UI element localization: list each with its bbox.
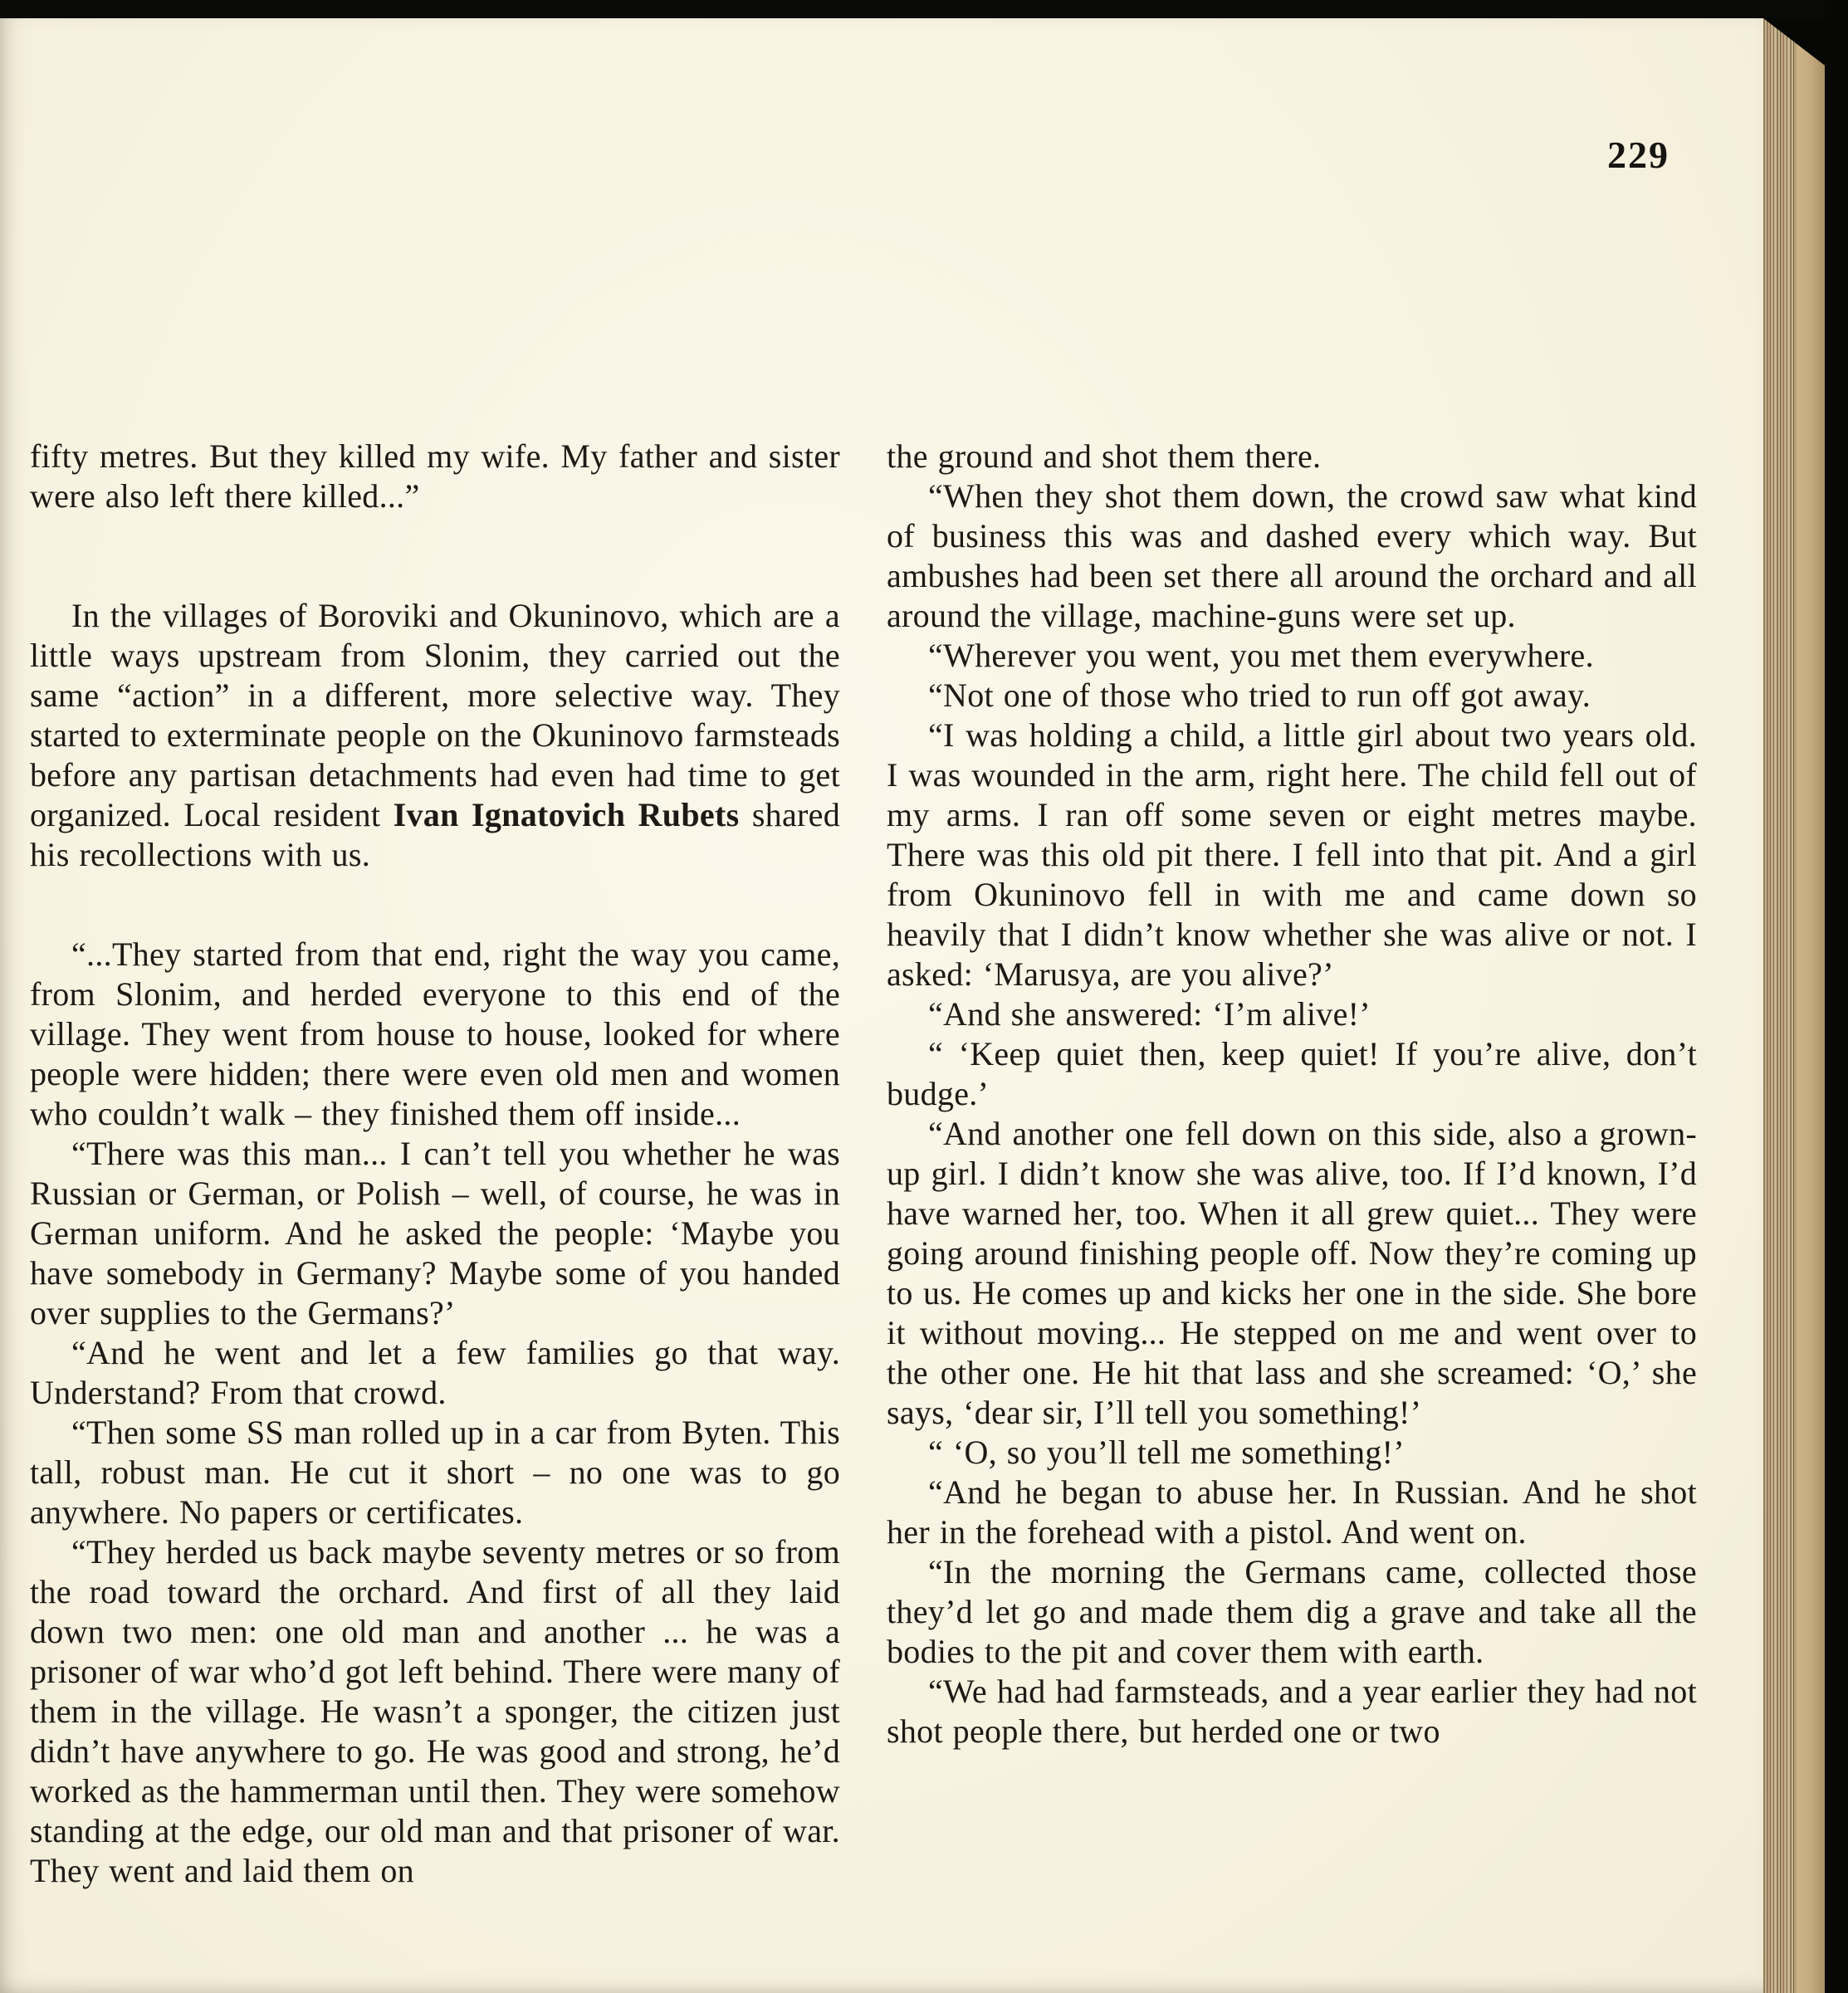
page-number: 229 <box>1607 134 1670 176</box>
paragraph: “ ‘Keep quiet then, keep quiet! If you’re alive, don’t budge.’ <box>887 1035 1697 1112</box>
paragraph: “And she answered: ‘I’m alive!’ <box>928 995 1371 1033</box>
paragraph: “And he began to abuse her. In Russian. And he shot her in the forehead with a pistol. And went on. <box>887 1473 1697 1551</box>
right-column <box>887 437 1697 1891</box>
paragraph: “Then some SS man rolled up in a car from Byten. This tall, robust man. He cut it short – no one was to go anywhere. No papers or certificates. <box>30 1414 840 1531</box>
paragraph: the ground and shot them there. <box>887 437 1322 475</box>
scan-background-right <box>1825 0 1848 1993</box>
paragraph: “There was this man... I can’t tell you whether he was Russian or German, or Polish – well, of course, he was in German uniform. And he asked the people: ‘Maybe you have somebody in Germany? Maybe some of you handed over supplies to the Germans?’ <box>30 1135 840 1331</box>
paragraph: “...They started from that end, right the way you came, from Slonim, and herded everyone to this end of the village. They went from house to house, looked for where people were hidden; there were even old men and women who couldn’t walk – they finished them off inside... <box>30 935 840 1132</box>
left-column <box>30 437 840 1891</box>
paragraph: “And another one fell down on this side, also a grown-up girl. I didn’t know she was alive, too. If I’d known, I’d have warned her, too. When it all grew quiet... They were going around finishing people off. Now they’re coming up to us. He comes up and kicks her one in the side. She bore it without moving... He stepped on me and went over to the other one. He hit that lass and she screamed: ‘O,’ she says, ‘dear sir, I’ll tell you something!’ <box>887 1115 1697 1431</box>
paragraph: “When they shot them down, the crowd saw what kind of business this was and dashed every which way. But ambushes had been set there all around the orchard and all around the village, machine-guns were set up. <box>887 477 1697 634</box>
paragraph: “And he went and let a few families go that way. Understand? From that crowd. <box>30 1334 840 1411</box>
book-page <box>0 18 1763 1993</box>
paragraph: “In the morning the Germans came, collected those they’d let go and made them dig a grave and take all the bodies to the pit and cover them with earth. <box>887 1553 1697 1670</box>
witness-name-bold: Ivan Ignatovich Rubets <box>393 796 740 833</box>
paragraph: “Not one of those who tried to run off got away. <box>928 677 1591 714</box>
paragraph: “Wherever you went, you met them everywhere. <box>928 637 1594 674</box>
paragraph: “They herded us back maybe seventy metres or so from the road toward the orchard. And first of all they laid down two men: one old man and another ... he was a prisoner of war who’d got left behind. There were many of them in the village. He wasn’t a sponger, the citizen just didn’t have anywhere to go. He was good and strong, he’d worked as the hammerman until then. They were somehow standing at the edge, our old man and that prisoner of war. They went and laid them on <box>30 1533 840 1889</box>
paragraph: “We had had farmsteads, and a year earlier they had not shot people there, but herded one or two <box>887 1673 1697 1750</box>
paragraph: In the villages of Boroviki and Okuninovo, which are a little ways upstream from Slonim, they carried out the same “action” in a different, more selective way. They started to exterminate people on the Okuninovo farmsteads before any partisan detachments had even had time to get organized. Local resident Ivan Ignatovich Rubets shared his recollections with us. <box>30 597 841 873</box>
paragraph: “ ‘O, so you’ll tell me something!’ <box>928 1434 1405 1471</box>
text-columns <box>30 437 1697 1891</box>
paragraph: fifty metres. But they killed my wife. My father and sister were also left there killed...” <box>30 437 840 515</box>
page-edge-stack <box>1763 18 1797 1993</box>
page-edge-tan-band <box>1797 18 1825 1993</box>
paragraph: “I was holding a child, a little girl about two years old. I was wounded in the arm, right here. The child fell out of my arms. I ran off some seven or eight metres maybe. There was this old pit there. I fell into that pit. And a girl from Okuninovo fell in with me and came down so heavily that I didn’t know whether she was alive or not. I asked: ‘Marusya, are you alive?’ <box>887 716 1697 993</box>
